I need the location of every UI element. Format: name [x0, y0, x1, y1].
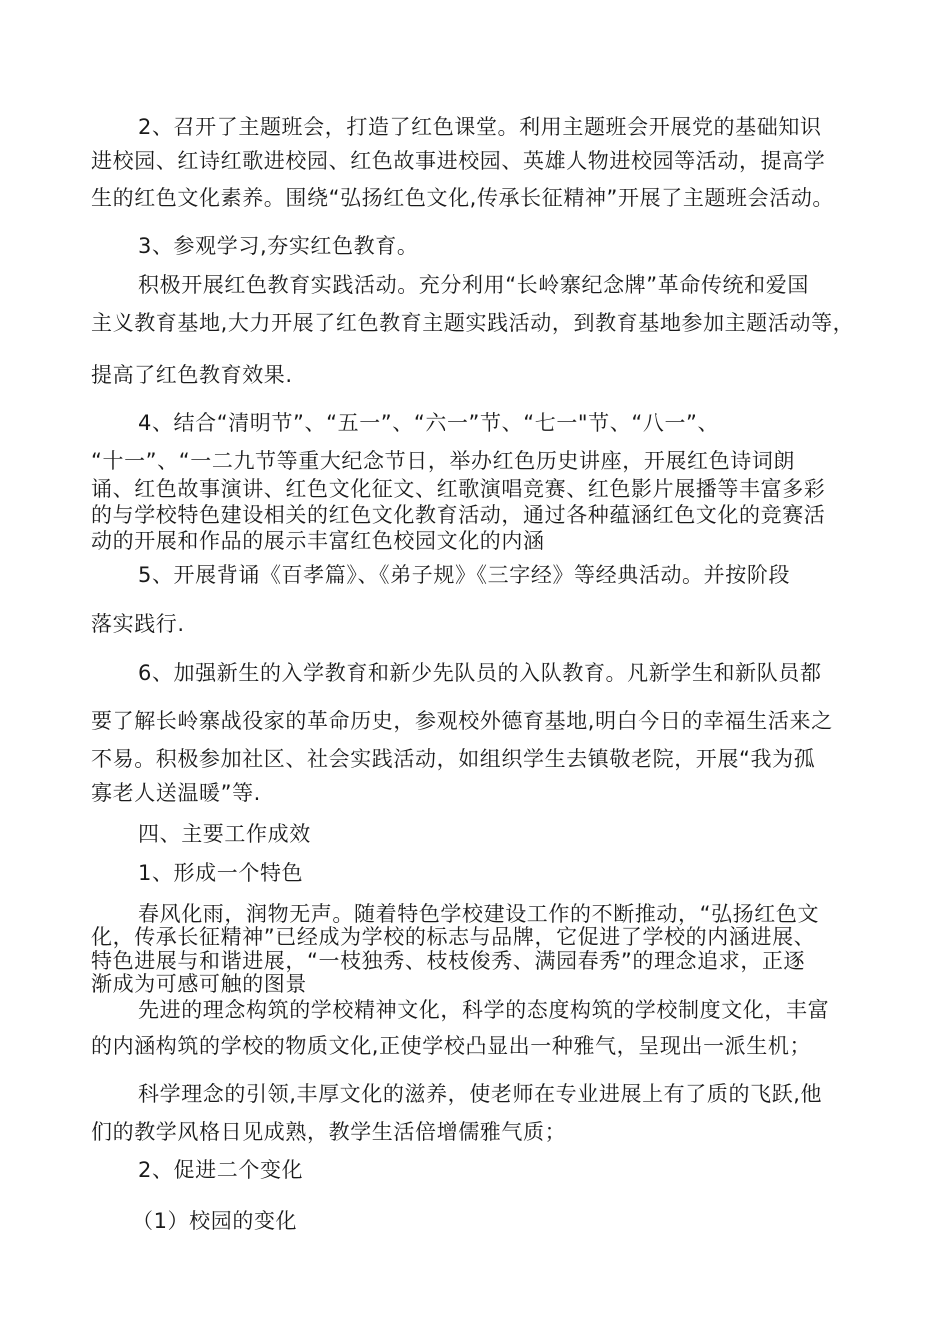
section-heading: 四、主要工作成效 — [138, 822, 311, 846]
paragraph-line: 春风化雨，润物无声。随着特色学校建设工作的不断推动，“弘扬红色文 — [138, 902, 820, 926]
paragraph-line: 的内涵构筑的学校的物质文化,正使学校凸显出一种雅气，呈现出一派生机； — [91, 1034, 812, 1058]
subsection-heading: 2、促进二个变化 — [138, 1158, 304, 1182]
paragraph-line: 要了解长岭寨战役家的革命历史，参观校外德育基地,明白今日的幸福生活来之 — [91, 709, 833, 733]
paragraph-line: 提高了红色教育效果. — [91, 363, 293, 387]
paragraph-line: 渐成为可感可触的图景 — [91, 972, 307, 996]
paragraph-line: 进校园、红诗红歌进校园、红色故事进校园、英雄人物进校园等活动，提高学 — [91, 149, 826, 173]
paragraph-line: 先进的理念构筑的学校精神文化，科学的态度构筑的学校制度文化，丰富 — [138, 998, 830, 1022]
paragraph-line: 不易。积极参加社区、社会实践活动，如组织学生去镇敬老院，开展“我为孤 — [91, 747, 816, 771]
paragraph-line: 5、开展背诵《百孝篇》、《弟子规》《三字经》等经典活动。并按阶段 — [138, 563, 791, 587]
paragraph-line: 科学理念的引领,丰厚文化的滋养，使老师在专业进展上有了质的飞跃,他 — [138, 1082, 823, 1106]
paragraph-line: 特色进展与和谐进展，“一枝独秀、枝枝俊秀、满园春秀”的理念追求，正逐 — [91, 949, 806, 973]
paragraph-line: 生的红色文化素养。围绕“弘扬红色文化,传承长征精神”开展了主题班会活动。 — [91, 186, 835, 210]
subsection-heading: （1）校园的变化 — [132, 1209, 298, 1233]
paragraph-line: 落实践行. — [91, 612, 185, 636]
paragraph-line: 动的开展和作品的展示丰富红色校园文化的内涵 — [91, 529, 545, 553]
paragraph-line: “十一”、“一二九节等重大纪念节日，举办红色历史讲座，开展红色诗词朗 — [91, 449, 796, 473]
paragraph-line: 4、结合“清明节”、“五一”、“六一”节、“七一"节、“八一”、 — [138, 411, 720, 435]
paragraph-line: 的与学校特色建设相关的红色文化教育活动，通过各种蕴涵红色文化的竞赛活 — [91, 503, 826, 527]
paragraph-line: 诵、红色故事演讲、红色文化征文、红歌演唱竞赛、红色影片展播等丰富多彩 — [91, 477, 826, 501]
paragraph-line: 6、加强新生的入学教育和新少先队员的入队教育。凡新学生和新队员都 — [138, 661, 822, 685]
paragraph-line: 主义教育基地,大力开展了红色教育主题实践活动，到教育基地参加主题活动等， — [91, 311, 855, 335]
paragraph-line: 化，传承长征精神”已经成为学校的标志与品牌，它促进了学校的内涵进展、 — [91, 925, 816, 949]
paragraph-line: 们的教学风格日见成熟，教学生活倍增儒雅气质； — [91, 1120, 567, 1144]
subsection-heading: 1、形成一个特色 — [138, 861, 304, 885]
paragraph-line: 寡老人送温暖”等. — [91, 781, 261, 805]
paragraph-line: 积极开展红色教育实践活动。充分利用“长岭寨纪念牌”革命传统和爱国 — [138, 273, 809, 297]
paragraph-line: 2、召开了主题班会，打造了红色课堂。利用主题班会开展党的基础知识 — [138, 115, 822, 139]
paragraph-line: 3、参观学习,夯实红色教育。 — [138, 234, 419, 258]
